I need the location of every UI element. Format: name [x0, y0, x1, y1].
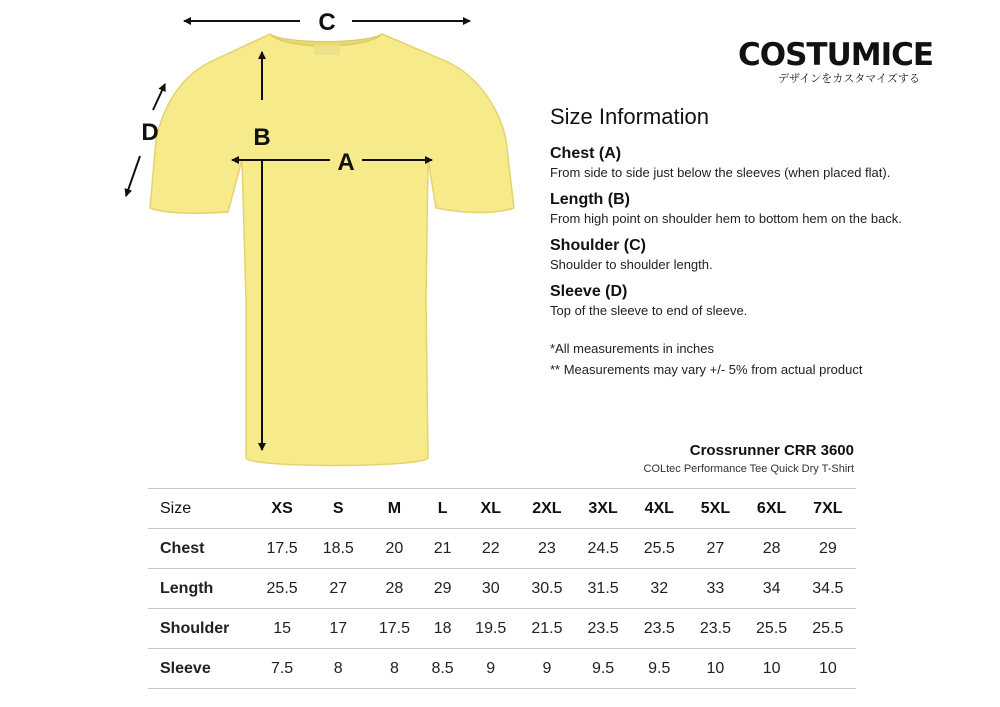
- table-cell: 31.5: [575, 569, 631, 609]
- label-b: B: [253, 124, 271, 151]
- tshirt-tag: [314, 45, 340, 55]
- table-cell: 32: [631, 569, 687, 609]
- header-cell: S: [310, 489, 366, 529]
- table-cell: 25.5: [800, 609, 856, 649]
- row-label: Sleeve: [148, 649, 254, 689]
- table-cell: 23.5: [631, 609, 687, 649]
- table-cell: 23: [519, 529, 575, 569]
- table-cell: 10: [687, 649, 743, 689]
- table-cell: 19.5: [463, 609, 519, 649]
- table-cell: 25.5: [254, 569, 310, 609]
- header-cell: 5XL: [687, 489, 743, 529]
- note-inches: *All measurements in inches: [550, 341, 715, 356]
- header-cell: Size: [148, 489, 254, 529]
- table-cell: 9: [519, 649, 575, 689]
- info-title: Size Information: [550, 104, 709, 129]
- brand-tagline: デザインをカスタマイズする: [778, 72, 920, 85]
- table-cell: 27: [310, 569, 366, 609]
- info-head: Sleeve (D): [550, 283, 628, 300]
- info-desc: From side to side just below the sleeves (when placed flat).: [550, 165, 891, 180]
- table-cell: 23.5: [575, 609, 631, 649]
- table-cell: 29: [423, 569, 463, 609]
- table-cell: 24.5: [575, 529, 631, 569]
- tshirt-diagram: [110, 0, 540, 480]
- row-label: Chest: [148, 529, 254, 569]
- header-cell: XS: [254, 489, 310, 529]
- table-cell: 23.5: [687, 609, 743, 649]
- table-row: [148, 529, 856, 569]
- table-cell: 25.5: [744, 609, 800, 649]
- table-cell: 33: [687, 569, 743, 609]
- brand-logo: [738, 38, 938, 86]
- info-item-sleeve: [550, 282, 990, 320]
- table-cell: 29: [800, 529, 856, 569]
- table-cell: 34.5: [800, 569, 856, 609]
- table-cell: 34: [744, 569, 800, 609]
- info-head: Chest (A): [550, 145, 622, 162]
- header-cell: XL: [463, 489, 519, 529]
- table-row: [148, 649, 856, 689]
- product-name: Crossrunner CRR 3600: [689, 442, 854, 459]
- table-cell: 18.5: [310, 529, 366, 569]
- table-cell: 17.5: [366, 609, 422, 649]
- product-desc: COLtec Performance Tee Quick Dry T-Shirt: [643, 463, 854, 475]
- table-cell: 30: [463, 569, 519, 609]
- header-cell: M: [366, 489, 422, 529]
- header-cell: L: [423, 489, 463, 529]
- header-cell: 2XL: [519, 489, 575, 529]
- label-c: C: [318, 9, 336, 36]
- table-cell: 30.5: [519, 569, 575, 609]
- table-cell: 27: [687, 529, 743, 569]
- table-cell: 7.5: [254, 649, 310, 689]
- table-cell: 22: [463, 529, 519, 569]
- arrow-d-up: [153, 84, 165, 110]
- header-cell: 7XL: [800, 489, 856, 529]
- table-cell: 10: [744, 649, 800, 689]
- label-a: A: [337, 149, 355, 176]
- info-head: Shoulder (C): [550, 237, 646, 254]
- table-cell: 17.5: [254, 529, 310, 569]
- info-item-length: [550, 190, 990, 228]
- label-d: D: [141, 119, 159, 146]
- table-cell: 18: [423, 609, 463, 649]
- arrow-d-down: [126, 156, 140, 196]
- table-cell: 8: [310, 649, 366, 689]
- info-head: Length (B): [550, 191, 630, 208]
- table-cell: 17: [310, 609, 366, 649]
- product-info: [644, 442, 855, 475]
- table-cell: 28: [744, 529, 800, 569]
- size-information: [550, 104, 990, 380]
- note-variance: ** Measurements may vary +/- 5% from actual product: [550, 362, 863, 377]
- table-cell: 8: [366, 649, 422, 689]
- info-desc: Top of the sleeve to end of sleeve.: [550, 303, 748, 318]
- info-item-shoulder: [550, 236, 990, 274]
- info-desc: From high point on shoulder hem to bottom hem on the back.: [550, 211, 902, 226]
- header-cell: 4XL: [631, 489, 687, 529]
- brand-name: COSTUMICE: [738, 37, 934, 73]
- table-cell: 9.5: [631, 649, 687, 689]
- table-row: [148, 569, 856, 609]
- header-cell: 3XL: [575, 489, 631, 529]
- info-desc: Shoulder to shoulder length.: [550, 257, 713, 272]
- table-cell: 8.5: [423, 649, 463, 689]
- measurement-notes: [550, 338, 990, 380]
- table-cell: 9: [463, 649, 519, 689]
- table-cell: 25.5: [631, 529, 687, 569]
- table-cell: 20: [366, 529, 422, 569]
- tshirt-body: [150, 34, 514, 466]
- table-header-row: [148, 489, 856, 529]
- table-cell: 21: [423, 529, 463, 569]
- info-item-chest: [550, 144, 990, 182]
- row-label: Length: [148, 569, 254, 609]
- table-cell: 15: [254, 609, 310, 649]
- header-cell: 6XL: [744, 489, 800, 529]
- table-row: [148, 609, 856, 649]
- table-cell: 28: [366, 569, 422, 609]
- table-cell: 21.5: [519, 609, 575, 649]
- row-label: Shoulder: [148, 609, 254, 649]
- table-cell: 9.5: [575, 649, 631, 689]
- table-cell: 10: [800, 649, 856, 689]
- size-chart-table: [148, 488, 856, 689]
